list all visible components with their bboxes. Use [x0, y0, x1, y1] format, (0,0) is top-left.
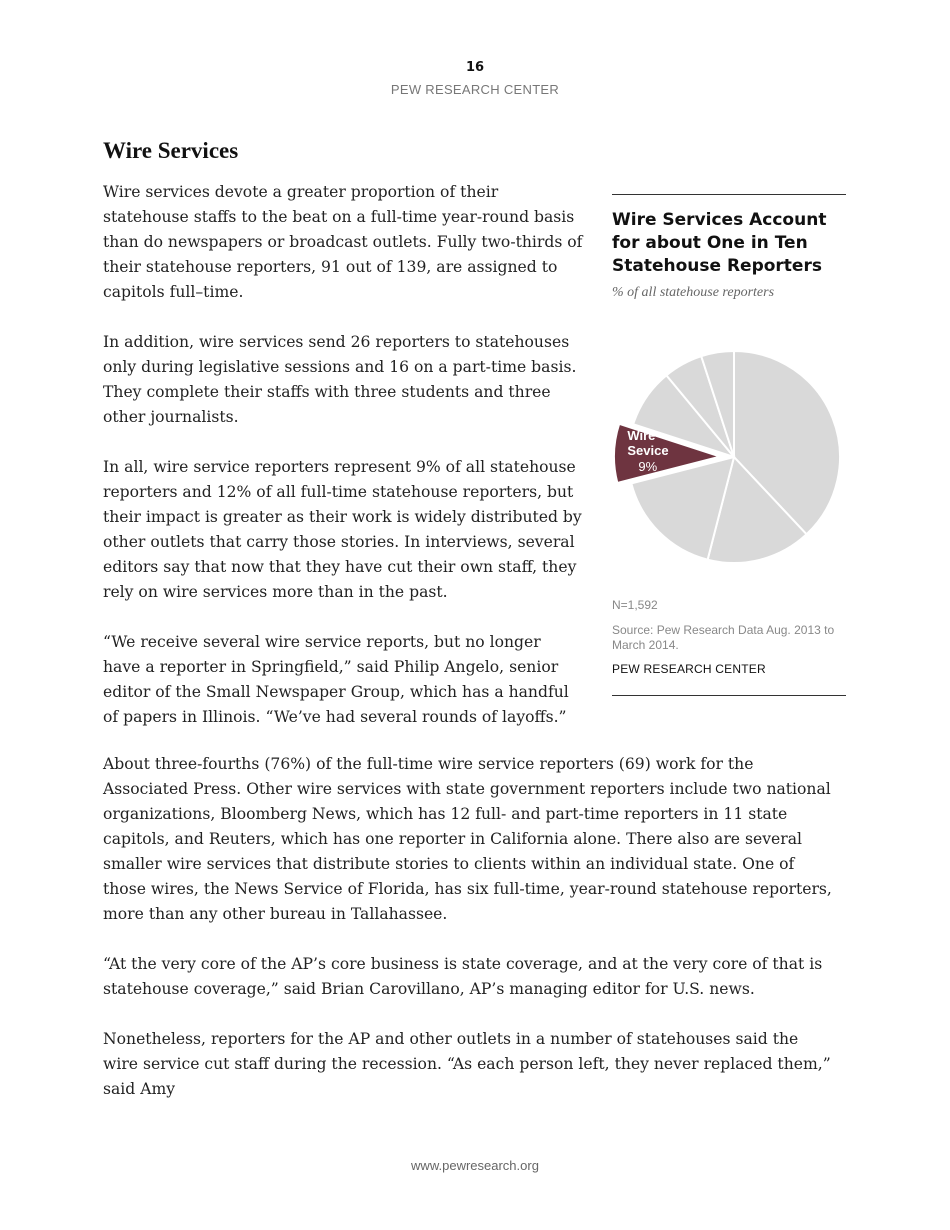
pie-chart-container [612, 351, 846, 591]
body-paragraph: Wire services devote a greater proportion of their statehouse staffs to the beat on a full-time year-round basis than do newspapers or broadcast outlets. Fully two-thirds of their statehouse reporters, 91 out of 139, are assigned to capitols full–time. [103, 183, 583, 301]
sidebar-bottom-rule [612, 695, 846, 696]
page-number: 16 [465, 60, 485, 75]
left-column [103, 180, 583, 755]
source-note: Source: Pew Research Data Aug. 2013 to March 2014. [612, 623, 835, 652]
chart-title: Wire Services Account for about One in Ten Statehouse Reporters [612, 210, 827, 276]
body-paragraph: Nonetheless, reporters for the AP and other outlets in a number of statehouses said the wire service cut staff during the recession. “As each person left, they never replaced them,” said Amy [103, 1030, 831, 1098]
chart-subtitle: % of all statehouse reporters [612, 285, 775, 300]
body-paragraph: In all, wire service reporters represent 9% of all statehouse reporters and 12% of all full-time statehouse reporters, but their impact is greater as their work is widely distributed by other outlets that carry those stories. In interviews, several editors say that now that they have cut their own staff, they rely on wire services more than in the past. [103, 458, 582, 601]
pie-chart [612, 351, 846, 591]
body-paragraph: In addition, wire services send 26 reporters to statehouses only during legislative sessions and 16 on a part-time basis. They complete their staffs with three students and three other journalists. [103, 333, 577, 426]
chart-credit: PEW RESEARCH CENTER [612, 662, 766, 676]
pie-slice-label: Wire Sevice [627, 427, 669, 458]
sidebar-top-rule [612, 194, 846, 195]
full-width-column [103, 752, 833, 1127]
section-title: Wire Services [103, 138, 239, 163]
chart-sidebar [612, 194, 846, 696]
footer-url: www.pewresearch.org [411, 1158, 539, 1173]
pie-slice-value-label: 9% [638, 458, 658, 474]
body-paragraph: “At the very core of the AP’s core business is state coverage, and at the very core of that is statehouse coverage,” said Brian Carovillano, AP’s managing editor for U.S. news. [103, 955, 823, 998]
body-paragraph: About three-fourths (76%) of the full-time wire service reporters (69) work for the Associated Press. Other wire services with state government reporters include two national organizations, Bloomberg News, which has 12 full- and part-time reporters in 11 state capitols, and Reuters, which has one reporter in California alone. There also are several smaller wire services that distribute stories to clients within an individual state. One of those wires, the News Service of Florida, has six full-time, year-round statehouse reporters, more than any other bureau in Tallahassee. [103, 755, 832, 923]
page-header-organization: PEW RESEARCH CENTER [390, 82, 560, 97]
sample-size-note: N=1,592 [612, 598, 658, 612]
body-paragraph: “We receive several wire service reports, but no longer have a reporter in Springfield,” said Philip Angelo, senior editor of the Small Newspaper Group, which has a handful of papers in Illinois. “We’ve had several rounds of layoffs.” [103, 633, 569, 726]
